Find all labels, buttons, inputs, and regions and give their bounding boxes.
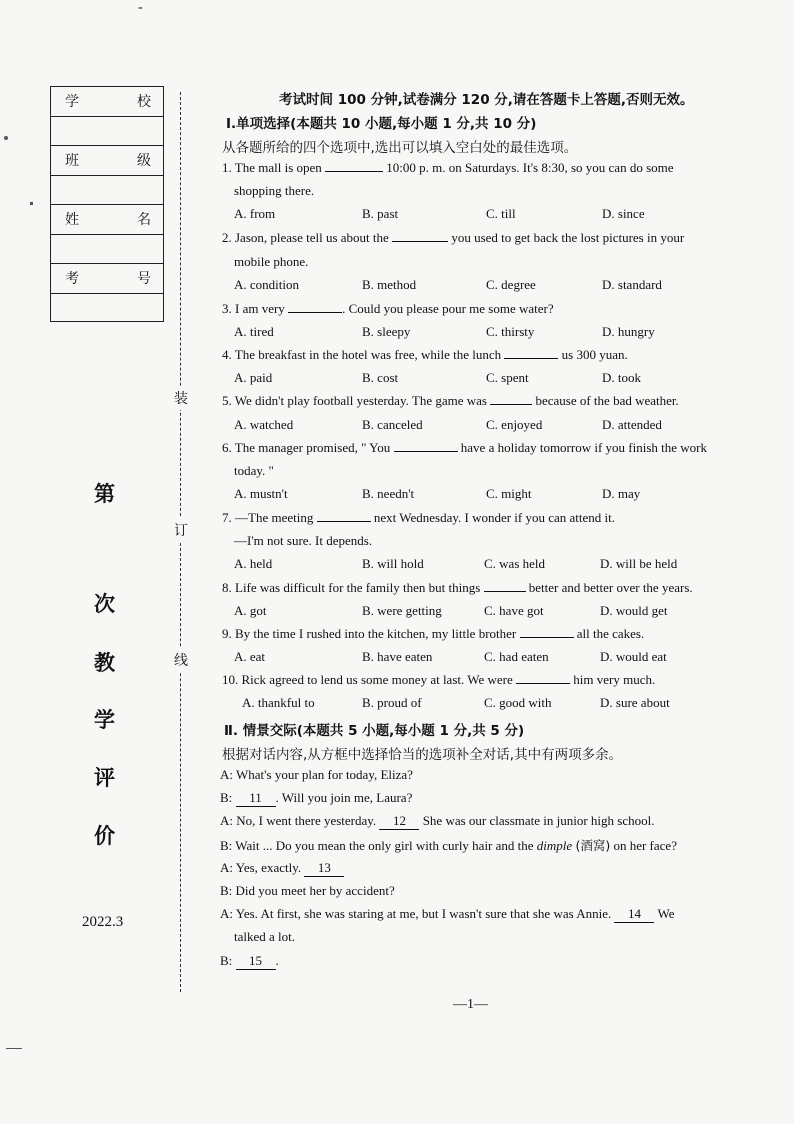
title-char: 价 <box>94 824 115 848</box>
info-label: 班 <box>65 153 79 170</box>
option-b[interactable]: B. cost <box>362 370 399 385</box>
blank-12[interactable]: 12 <box>379 813 419 830</box>
title-char: 学 <box>94 708 115 732</box>
option-a[interactable]: A. watched <box>234 417 294 432</box>
section2-heading: Ⅱ. 情景交际(本题共 5 小题,每小题 1 分,共 5 分) <box>224 723 525 739</box>
dialogue-line-9: B: 15 . <box>220 953 279 968</box>
info-label: 学 <box>65 94 79 111</box>
option-d[interactable]: D. sure about <box>600 695 670 710</box>
option-a[interactable]: A. eat <box>234 649 266 664</box>
exam-date: 2022.3 <box>82 914 124 930</box>
option-d[interactable]: D. standard <box>602 277 662 292</box>
info-field-name[interactable] <box>51 235 163 265</box>
option-a[interactable]: A. tired <box>234 324 274 339</box>
blank-14[interactable]: 14 <box>614 906 654 923</box>
option-c[interactable]: C. had eaten <box>484 649 549 664</box>
dialogue-line-8: talked a lot. <box>234 929 296 944</box>
info-label: 姓 <box>65 212 79 229</box>
option-b[interactable]: B. proud of <box>362 695 422 710</box>
option-b[interactable]: B. sleepy <box>362 324 411 339</box>
dialogue-line-4: B: Wait ... Do you mean the only girl with curly hair and the dimple (酒窝) on her face? <box>220 838 677 853</box>
scan-speck <box>4 136 8 140</box>
info-row-number <box>51 264 163 294</box>
info-label: 校 <box>137 94 151 111</box>
option-b[interactable]: B. needn't <box>362 486 415 501</box>
info-field-school[interactable] <box>51 117 163 147</box>
option-a[interactable]: A. from <box>234 206 276 221</box>
question-6: 6. The manager promised, " You have a holiday tomorrow if you finish the work <box>222 440 708 455</box>
question-2: 2. Jason, please tell us about the you used to get back the lost pictures in your <box>222 230 685 245</box>
info-row-class <box>51 146 163 176</box>
dialogue-line-5: A: Yes, exactly. 13 <box>220 860 344 877</box>
binding-char: 装 <box>174 386 188 410</box>
option-a[interactable]: A. thankful to <box>242 695 315 710</box>
blank-11[interactable]: 11 <box>236 790 276 807</box>
option-a[interactable]: A. paid <box>234 370 273 385</box>
info-field-class[interactable] <box>51 176 163 206</box>
question-7: 7. —The meeting next Wednesday. I wonder if you can attend it. <box>222 510 616 525</box>
dialogue-line-2: B: 11 . Will you join me, Laura? <box>220 790 413 805</box>
question-9: 9. By the time I rushed into the kitchen, my little brother all the cakes. <box>222 626 645 641</box>
question-8: 8. Life was difficult for the family then but things better and better over the years. <box>222 580 693 595</box>
dialogue-line-1: A: What's your plan for today, Eliza? <box>220 767 413 782</box>
option-d[interactable]: D. would eat <box>600 649 667 664</box>
option-a[interactable]: A. mustn't <box>234 486 288 501</box>
binding-char: 订 <box>174 518 188 542</box>
question-1: 1. The mall is open 10:00 p. m. on Saturdays. It's 8:30, so you can do some <box>222 160 674 175</box>
info-row-school <box>51 87 163 117</box>
blank-13[interactable]: 13 <box>304 860 344 877</box>
option-c[interactable]: C. enjoyed <box>486 417 543 432</box>
option-c[interactable]: C. spent <box>486 370 529 385</box>
exam-note: 考试时间 100 分钟,试卷满分 120 分,请在答题卡上答题,否则无效。 <box>279 92 694 108</box>
info-field-number[interactable] <box>51 294 163 324</box>
question-1-cont: shopping there. <box>234 183 315 198</box>
info-label: 号 <box>137 271 151 288</box>
info-label: 名 <box>137 212 151 229</box>
question-10: 10. Rick agreed to lend us some money at last. We were him very much. <box>222 672 656 687</box>
title-char: 评 <box>94 766 115 790</box>
dialogue-line-3: A: No, I went there yesterday. 12 She was our classmate in junior high school. <box>220 813 655 828</box>
dialogue-line-6: B: Did you meet her by accident? <box>220 883 395 898</box>
option-a[interactable]: A. condition <box>234 277 299 292</box>
scan-speck <box>30 202 33 205</box>
scan-speck <box>6 1048 22 1049</box>
blank-15[interactable]: 15 <box>236 953 276 970</box>
dialogue-line-7: A: Yes. At first, she was staring at me, but I wasn't sure that she was Annie. 14 We <box>220 906 675 921</box>
option-b[interactable]: B. will hold <box>362 556 424 571</box>
option-d[interactable]: D. attended <box>602 417 662 432</box>
section1-instruction: 从各题所给的四个选项中,选出可以填入空白处的最佳选项。 <box>222 140 578 156</box>
option-b[interactable]: B. have eaten <box>362 649 433 664</box>
option-d[interactable]: D. may <box>602 486 641 501</box>
binding-char: 线 <box>174 648 188 672</box>
option-d[interactable]: D. took <box>602 370 641 385</box>
info-label: 考 <box>65 271 79 288</box>
info-label: 级 <box>137 153 151 170</box>
option-d[interactable]: D. will be held <box>600 556 678 571</box>
title-char: 教 <box>94 651 115 675</box>
question-6-cont: today. " <box>234 463 274 478</box>
option-c[interactable]: C. till <box>486 206 516 221</box>
question-4: 4. The breakfast in the hotel was free, while the lunch us 300 yuan. <box>222 347 628 362</box>
option-c[interactable]: C. thirsty <box>486 324 535 339</box>
option-d[interactable]: D. since <box>602 206 645 221</box>
title-char: 次 <box>94 592 115 616</box>
option-b[interactable]: B. were getting <box>362 603 442 618</box>
option-c[interactable]: C. was held <box>484 556 546 571</box>
option-b[interactable]: B. past <box>362 206 399 221</box>
option-b[interactable]: B. method <box>362 277 417 292</box>
option-d[interactable]: D. would get <box>600 603 668 618</box>
option-b[interactable]: B. canceled <box>362 417 423 432</box>
info-row-name <box>51 205 163 235</box>
binding-line <box>180 92 181 992</box>
option-c[interactable]: C. have got <box>484 603 544 618</box>
student-info-table <box>50 86 164 322</box>
option-a[interactable]: A. held <box>234 556 273 571</box>
section1-heading: Ⅰ.单项选择(本题共 10 小题,每小题 1 分,共 10 分) <box>226 116 537 132</box>
question-7-cont: —I'm not sure. It depends. <box>234 533 373 548</box>
title-char: 第 <box>94 482 115 506</box>
option-d[interactable]: D. hungry <box>602 324 655 339</box>
page-number: —1— <box>453 997 488 1012</box>
question-5: 5. We didn't play football yesterday. The game was because of the bad weather. <box>222 393 679 408</box>
option-c[interactable]: C. degree <box>486 277 536 292</box>
option-c[interactable]: C. might <box>486 486 532 501</box>
option-a[interactable]: A. got <box>234 603 267 618</box>
section2-instruction: 根据对话内容,从方框中选择恰当的选项补全对话,其中有两项多余。 <box>222 747 623 763</box>
question-2-cont: mobile phone. <box>234 254 309 269</box>
question-3: 3. I am very . Could you please pour me some water? <box>222 301 554 316</box>
option-c[interactable]: C. good with <box>484 695 552 710</box>
top-mark: - <box>138 0 143 15</box>
